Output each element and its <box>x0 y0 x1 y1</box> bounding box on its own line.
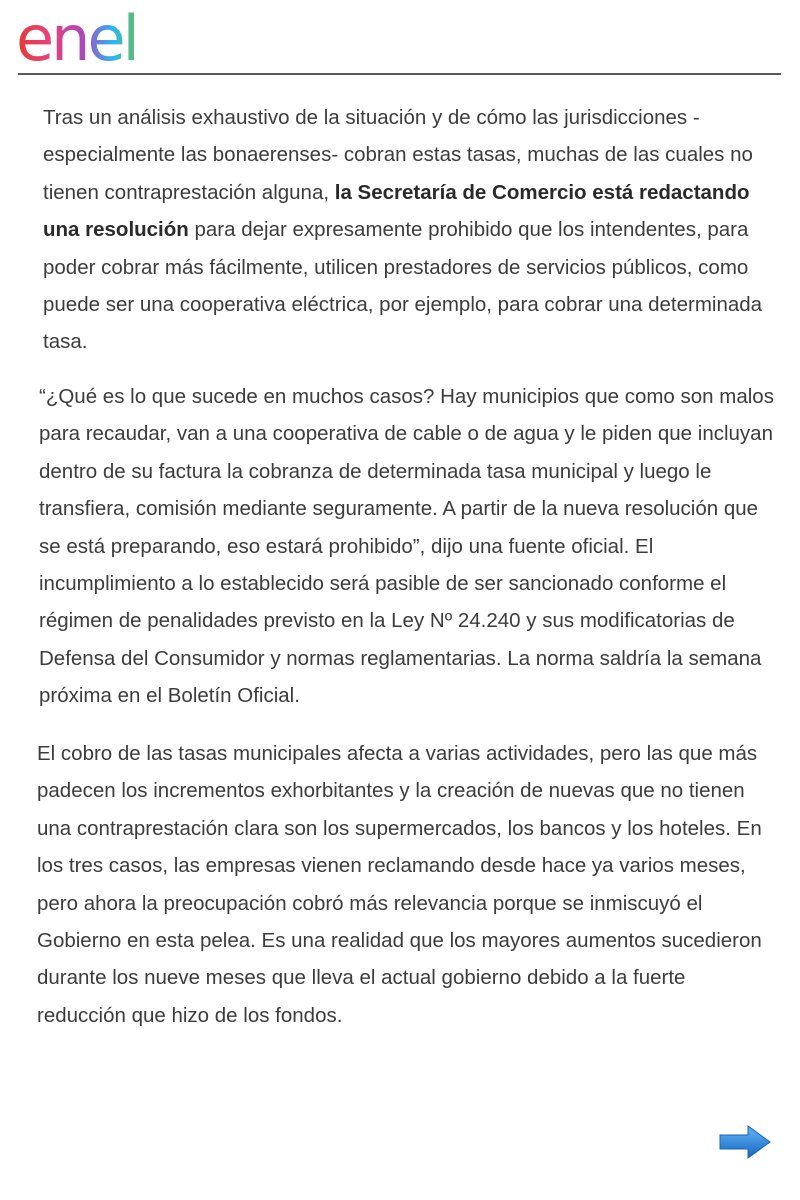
svg-text:enel: enel <box>16 8 137 70</box>
right-arrow-icon[interactable] <box>718 1124 772 1160</box>
article-paragraph-1 <box>43 99 773 361</box>
paragraph-1-bold-text: la Secretaría de Comercio está redactando una resolución <box>43 180 750 242</box>
enel-logo <box>16 8 180 70</box>
paragraph-1-text-start: Tras un análisis exhaustivo de la situación y de cómo las jurisdicciones - especialmente las bonaerenses- cobran estas tasas, muchas de las cuales no tienen contraprestación alguna, <box>43 106 753 204</box>
article-paragraph-2: “¿Qué es lo que sucede en muchos casos? Hay municipios que como son malos para recaudar, van a una cooperativa de cable o de agua y le piden que incluyan dentro de su factura la cobranza de determinada tasa municipal y luego le transfiera, comisión mediante seguramente. A partir de la nueva resolución que se está preparando, eso estará prohibido”, dijo una fuente oficial. El incumplimiento a lo establecido será pasible de ser sancionado conforme el régimen de penalidades previsto en la Ley Nº 24.240 y sus modificatorias de Defensa del Consumidor y normas reglamentarias. La norma saldría la semana próxima en el Boletín Oficial. <box>39 385 774 708</box>
article-paragraph-3: El cobro de las tasas municipales afecta a varias actividades, pero las que más padecen los incrementos exhorbitantes y la creación de nuevas que no tienen una contraprestación clara son los supermercados, los bancos y los hoteles. En los tres casos, las empresas vienen reclamando desde hace ya varios meses, pero ahora la preocupación cobró más relevancia porque se inmiscuyó el Gobierno en esta pelea. Es una realidad que los mayores aumentos sucedieron durante los nueve meses que lleva el actual gobierno debido a la fuerte reducción que hizo de los fondos. <box>37 742 762 1027</box>
header-divider <box>18 73 781 75</box>
paragraph-1-text-end: para dejar expresamente prohibido que los intendentes, para poder cobrar más fácilmente, utilicen prestadores de servicios públicos, como puede ser una cooperativa eléctrica, por ejemplo, para cobrar una determinada tasa. <box>43 218 763 354</box>
page-header <box>0 0 800 76</box>
